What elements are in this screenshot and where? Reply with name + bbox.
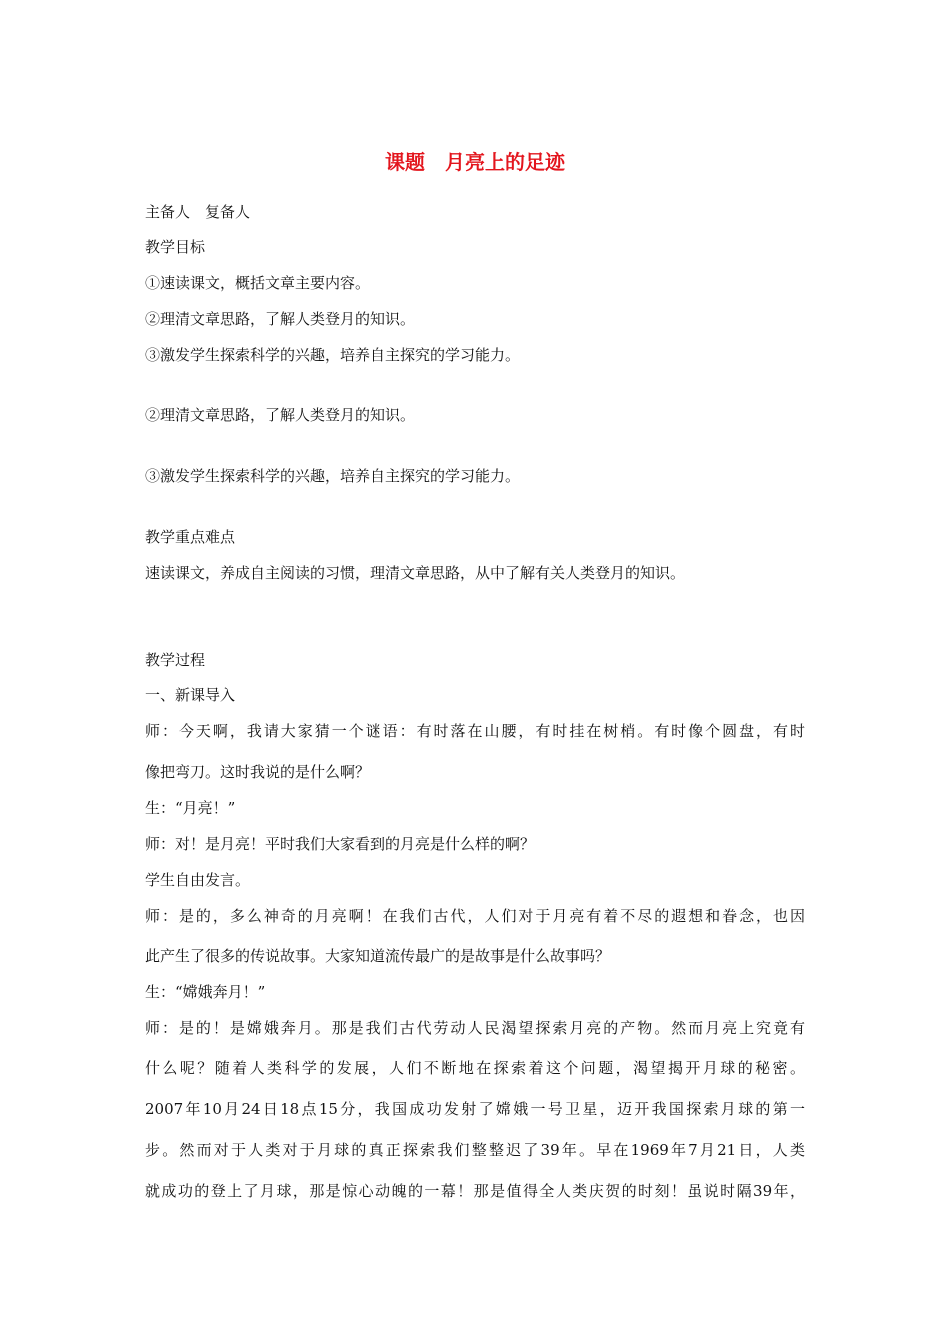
objective-item-3-repeat: ③激发学生探索科学的兴趣，培养自主探究的学习能力。 (145, 467, 521, 485)
section-heading-objectives: 教学目标 (145, 238, 206, 256)
paragraph-line: 师：是的！是嫦娥奔月。那是我们古代劳动人民渴望探索月亮的产物。然而月亮上究竟有 (145, 1019, 805, 1037)
paragraph-line: 2007年10月24日18点15分，我国成功发射了嫦娥一号卫星，迈开我国探索月球的第一 (145, 1100, 805, 1118)
paragraph-line: 生：“月亮！” (145, 799, 236, 817)
paragraph-line: 就成功的登上了月球，那是惊心动魄的一幕！那是值得全人类庆贺的时刻！虽说时隔39年， (145, 1182, 805, 1200)
page-title: 课题 月亮上的足迹 (385, 150, 565, 174)
paragraph-line: 什么呢？随着人类科学的发展，人们不断地在探索着这个问题，渴望揭开月球的秘密。 (145, 1059, 805, 1077)
paragraph-line: 此产生了很多的传说故事。大家知道流传最广的是故事是什么故事吗？ (145, 947, 611, 965)
objective-item-3: ③激发学生探索科学的兴趣，培养自主探究的学习能力。 (145, 346, 521, 364)
objective-item-2-repeat: ②理清文章思路，了解人类登月的知识。 (145, 406, 416, 424)
paragraph-line: 像把弯刀。这时我说的是什么啊？ (145, 763, 371, 781)
paragraph-line: 师：是的，多么神奇的月亮啊！在我们古代，人们对于月亮有着不尽的遐想和眷念，也因 (145, 907, 805, 925)
section-heading-key-points: 教学重点难点 (145, 528, 236, 546)
preparers-line: 主备人 复备人 (145, 203, 251, 221)
objective-item-2: ②理清文章思路，了解人类登月的知识。 (145, 310, 416, 328)
subsection-heading-intro: 一、新课导入 (145, 686, 236, 704)
section-heading-process: 教学过程 (145, 651, 206, 669)
paragraph-line: 步。然而对于人类对于月球的真正探索我们整整迟了39年。早在1969年7月21日，人类 (145, 1141, 805, 1159)
objective-item-1: ①速读课文，概括文章主要内容。 (145, 274, 371, 292)
paragraph-line: 生：“嫦娥奔月！” (145, 983, 266, 1001)
paragraph-line: 师：对！是月亮！平时我们大家看到的月亮是什么样的啊？ (145, 835, 536, 853)
key-points-text: 速读课文，养成自主阅读的习惯，理清文章思路，从中了解有关人类登月的知识。 (145, 564, 686, 582)
paragraph-line: 学生自由发言。 (145, 871, 251, 889)
paragraph-line: 师：今天啊，我请大家猜一个谜语：有时落在山腰，有时挂在树梢。有时像个圆盘，有时 (145, 722, 805, 740)
